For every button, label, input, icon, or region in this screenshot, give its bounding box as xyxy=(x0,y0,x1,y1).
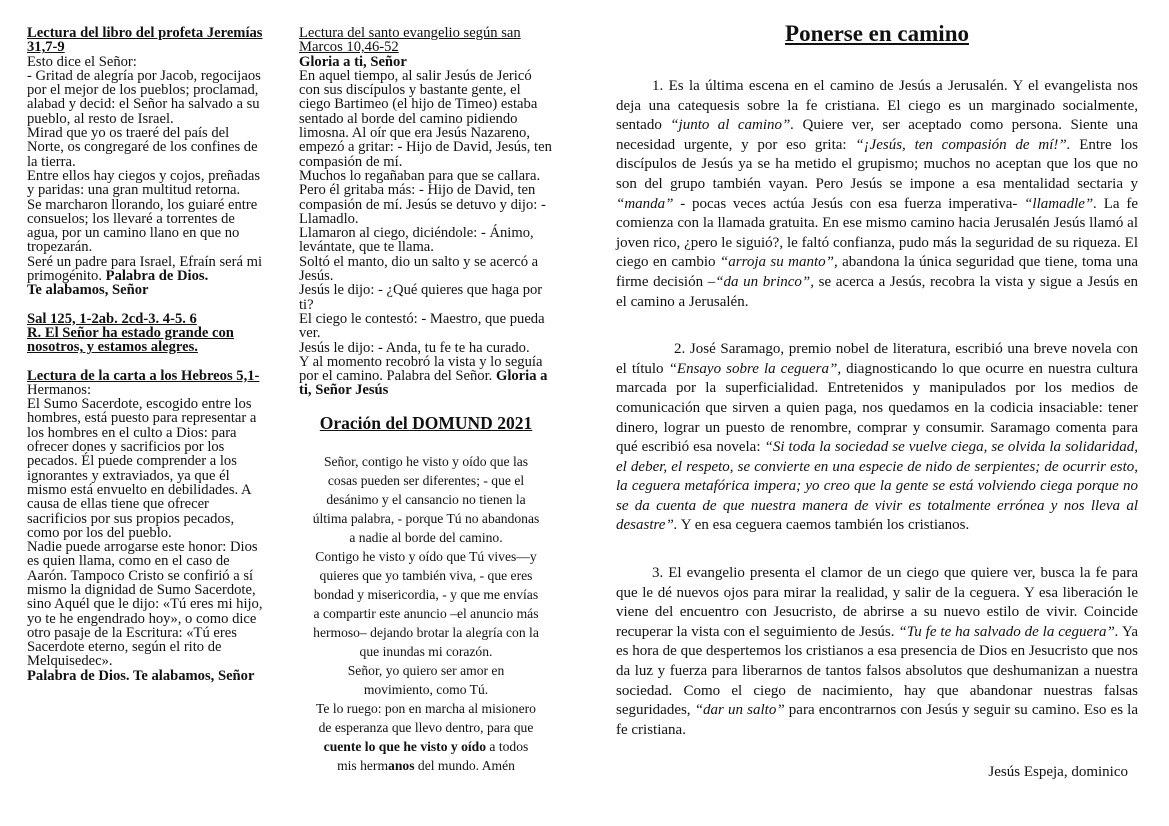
prayer-line: Te lo ruego: pon en marcha al misionero xyxy=(316,701,536,717)
prayer-line-final xyxy=(299,756,553,775)
prayer-title: Oración del DOMUND 2021 xyxy=(319,412,533,433)
quote-text: “Si toda la sociedad se vuelve ciega, se olvida la solidaridad, el deber, el respeto, se convierte en una especie de nido de serpientes; de ocurrir esto, la ceguera metafórica impera; yo creo que la gente se está volviendo ciega porque no se da cuenta de que nuestra manera de vivir es totalmente errónea y nos lleva al desastre”. xyxy=(616,439,1138,534)
reading1-line: Se marcharon llorando, los guiaré entre consuelos; los llevaré a torrentes de agua, por un camino llano en que no tropezarán. xyxy=(27,196,258,256)
gospel-closing: Gloria a ti, Señor Jesús xyxy=(299,368,548,399)
prayer-body xyxy=(299,452,553,775)
gospel-title: Lectura del santo evangelio según san Marcos 10,46-52 xyxy=(299,25,521,56)
reading2-closing: Palabra de Dios. Te alabamos, Señor xyxy=(27,667,255,684)
quote-text: “junto al camino”. xyxy=(670,117,795,134)
prayer-line: quieres que yo también viva, - que eres xyxy=(319,568,533,584)
body-text: La fe comienza con la llamada gratuita. En ese mismo camino hacia Jerusalén Jesús llamó al joven rico, ¿pero le siguió?, le faltó confianza, pudo más la seguridad de su riqueza. El ciego en cambio xyxy=(616,195,1138,271)
body-text: 3. El evangelio presenta el clamor de un ciego que quiere ver, busca la fe para que le dé nuevos ojos para mirar la realidad, y salir de la ceguera. Y esa liberación le viene del encuentro con Jesucristo, de abrirse a su nuevo estilo de vivir. Coincide recuperar la vista con el seguimiento de Jesús. xyxy=(616,565,1138,640)
quote-text: “¡Jesús, ten compasión de mí!”. xyxy=(855,136,1071,153)
body-text: abandona la única seguridad que tiene, toma una firme decisión – xyxy=(616,254,1138,290)
prayer-text: del mundo. Amén xyxy=(414,758,515,774)
body-text: - pocas veces actúa Jesús con esa fuerza imperativa- xyxy=(673,195,1025,212)
reading2-line: Nadie puede arrogarse este honor: Dios es quien llama, como en el caso de Aarón. Tampoco Cristo se confirió a sí mismo la dignidad de Sumo Sacerdote, sino Aquél que le dijo: «Tú eres mi hijo, yo te he engendrado hoy», o como dice otro pasaje de la Escritura: «Tú eres Sacerdote eterno, según el rito de Melquisedec». xyxy=(27,539,263,670)
prayer-line: desánimo y el cansancio no tienen la xyxy=(326,492,526,508)
quote-text: “llamadle”. xyxy=(1024,195,1098,212)
prayer-emphasis: cuente lo que he visto y oído xyxy=(323,739,487,755)
gospel-line-text: Y al momento recobró la vista y lo seguía por el camino. Palabra del Señor. xyxy=(299,353,543,385)
gospel-line: En aquel tiempo, al salir Jesús de Jericó con sus discípulos y bastante gente, el ciego Bartimeo (el hijo de Timeo) estaba sentado al borde del camino pidiendo limosna. Al oír que era Jesús Nazareno, empezó a gritar: - Hijo de David, Jesús, ten compasión de mí. xyxy=(299,67,552,170)
gospel-line-final xyxy=(299,355,553,398)
reading1-line: Mirad que yo os traeré del país del Norte, os congregaré de los confines de la tierra. xyxy=(27,125,258,170)
psalm-response: R. El Señor ha estado grande con nosotros, y estamos alegres. xyxy=(27,324,234,356)
body-text: Entre los discípulos de Jesús ya se ha metido el grupismo; muchos no aceptan que los que no son del grupo también vayan. Pero Jesús se impone a esa mentalidad sectaria y xyxy=(616,136,1138,192)
prayer-text: mis herm xyxy=(337,758,389,774)
body-text: para encontrarnos con Jesús y seguir su camino. Eso es la fe cristiana. xyxy=(616,702,1138,738)
gospel-response: Gloria a ti, Señor xyxy=(299,53,407,70)
reflection-paragraph-1 xyxy=(616,77,1138,312)
reading1-title: Lectura del libro del profeta Jeremías 31,7-9 xyxy=(27,25,263,56)
gospel-line: El ciego le contestó: - Maestro, que pueda ver. xyxy=(299,310,545,342)
reading1-response: Te alabamos, Señor xyxy=(27,282,149,299)
body-text: Y en esa ceguera caemos también los cristianos. xyxy=(677,517,970,534)
column-reflection xyxy=(616,20,1138,782)
reading1-line-text: Seré un padre para Israel, Efraín será mi primogénito. xyxy=(27,253,263,285)
prayer-line: bondad y misericordia, - y que me envías xyxy=(313,587,539,603)
reflection-paragraph-3 xyxy=(616,564,1138,740)
prayer-line: cosas pueden ser diferentes; - que el xyxy=(327,473,525,489)
gospel-line: Muchos lo regañaban para que se callara. Pero él gritaba más: - Hijo de David, ten compasión de mí. Jesús se detuvo y dijo: - Llamadlo. xyxy=(299,167,546,227)
prayer-line: hermoso– dejando brotar la alegría con la xyxy=(313,625,539,641)
reading2-line: El Sumo Sacerdote, escogido entre los hombres, está puesto para representar a los hombres en el culto a Dios: para ofrecer dones y sacrificios por los pecados. Él puede comprender a los ignorantes y extraviados, ya que él mismo está envuelto en debilidades. A causa de ellas tiene que ofrecer sacrificios por sus propios pecados, como por los del pueblo. xyxy=(27,396,257,541)
prayer-line: movimiento, como Tú. xyxy=(363,682,489,698)
prayer-line xyxy=(299,737,553,756)
quote-text: “arroja su manto”, xyxy=(719,254,838,271)
reflection-title: Ponerse en camino xyxy=(785,21,969,46)
body-text: diagnosticando lo que ocurre en nuestra cultura marcada por la superficialidad. Entretenidos y manipulados por los medios de comunicación que sirven a quien paga, nos quedamos en la codicia insaciable: tener dinero, lograr un puesto de renombre, comprar y consumir. Saramago comenta para qué escribió esa novela: xyxy=(616,360,1138,456)
quote-text: “manda” xyxy=(616,195,674,212)
prayer-line: Señor, yo quiero ser amor en xyxy=(347,663,505,679)
gospel-line: Jesús le dijo: - Anda, tu fe te ha curado. xyxy=(299,339,530,356)
body-text: se acerca a Jesús, recobra la vista y sigue a Jesús en el camino a Jerusalén. xyxy=(616,273,1138,310)
gospel-line: Jesús le dijo: - ¿Qué quieres que haga por ti? xyxy=(299,282,543,313)
prayer-line: última palabra, - porque Tú no abandonas xyxy=(312,511,540,527)
gospel-line: Soltó el manto, dio un salto y se acercó a Jesús. xyxy=(299,253,539,285)
quote-text: “Tu fe te ha salvado de la ceguera”. xyxy=(898,623,1119,640)
quote-text: “da un brinco”, xyxy=(715,273,815,290)
body-text: 2. José Saramago, premio nobel de literatura, escribió una breve novela con el título xyxy=(616,341,1138,377)
psalm-reference: Sal 125, 1-2ab. 2cd-3. 4-5. 6 xyxy=(27,310,197,327)
reading1-line: Entre ellos hay ciegos y cojos, preñadas y paridas: una gran multitud retorna. xyxy=(27,167,261,199)
prayer-line: Contigo he visto y oído que Tú vives—y xyxy=(315,549,537,565)
body-text: Quiere ver, ser aceptado como persona. Siente una necesidad urgente, y por eso grita: xyxy=(616,117,1138,153)
prayer-line: de esperanza que llevo dentro, para que xyxy=(318,720,534,736)
author-signature: Jesús Espeja, dominico xyxy=(988,764,1128,781)
reading2-line: Hermanos: xyxy=(27,381,92,398)
prayer-line: a compartir este anuncio –el anuncio más xyxy=(313,606,539,622)
quote-text: “dar un salto” xyxy=(694,702,785,719)
prayer-line: a nadie al borde del camino. xyxy=(349,530,503,546)
body-text: 1. Es la última escena en el camino de Jesús a Jerusalén. Y el evangelista nos deja una catequesis sobre la fe cristiana. El ciego es un marginado socialmente, sentado xyxy=(616,78,1138,134)
prayer-line: Señor, contigo he visto y oído que las xyxy=(323,454,529,470)
prayer-emphasis: anos xyxy=(388,758,415,774)
column-gospel xyxy=(299,26,553,775)
column-readings xyxy=(27,26,265,683)
prayer-line: que inundas mi corazón. xyxy=(359,644,493,660)
reflection-paragraph-2 xyxy=(616,340,1138,536)
prayer-text: a todos xyxy=(486,739,529,755)
reading2-title: Lectura de la carta a los Hebreos 5,1- xyxy=(27,367,260,384)
reading1-line: Esto dice el Señor: xyxy=(27,53,137,70)
reading1-line-final xyxy=(27,255,265,284)
gospel-line: Llamaron al ciego, diciéndole: - Ánimo, levántate, que te llama. xyxy=(299,225,534,256)
body-text: Ya es hora de que despertemos los cristianos a esa presencia de Dios en Jesucristo que nos da luz y fuerza para liberarnos de tantos falsos absolutos que deshumanizan a nuestra sociedad. Como el ciego de nacimiento, hay que abandonar nuestras falsas seguridades, xyxy=(616,623,1138,719)
reading1-closing: Palabra de Dios. xyxy=(105,268,209,285)
reading1-line: - Gritad de alegría por Jacob, regocijaos por el mejor de los pueblos; proclamad, alabad y decid: el Señor ha salvado a su pueblo, al resto de Israel. xyxy=(27,67,261,127)
quote-text: “Ensayo sobre la ceguera”, xyxy=(668,360,842,377)
